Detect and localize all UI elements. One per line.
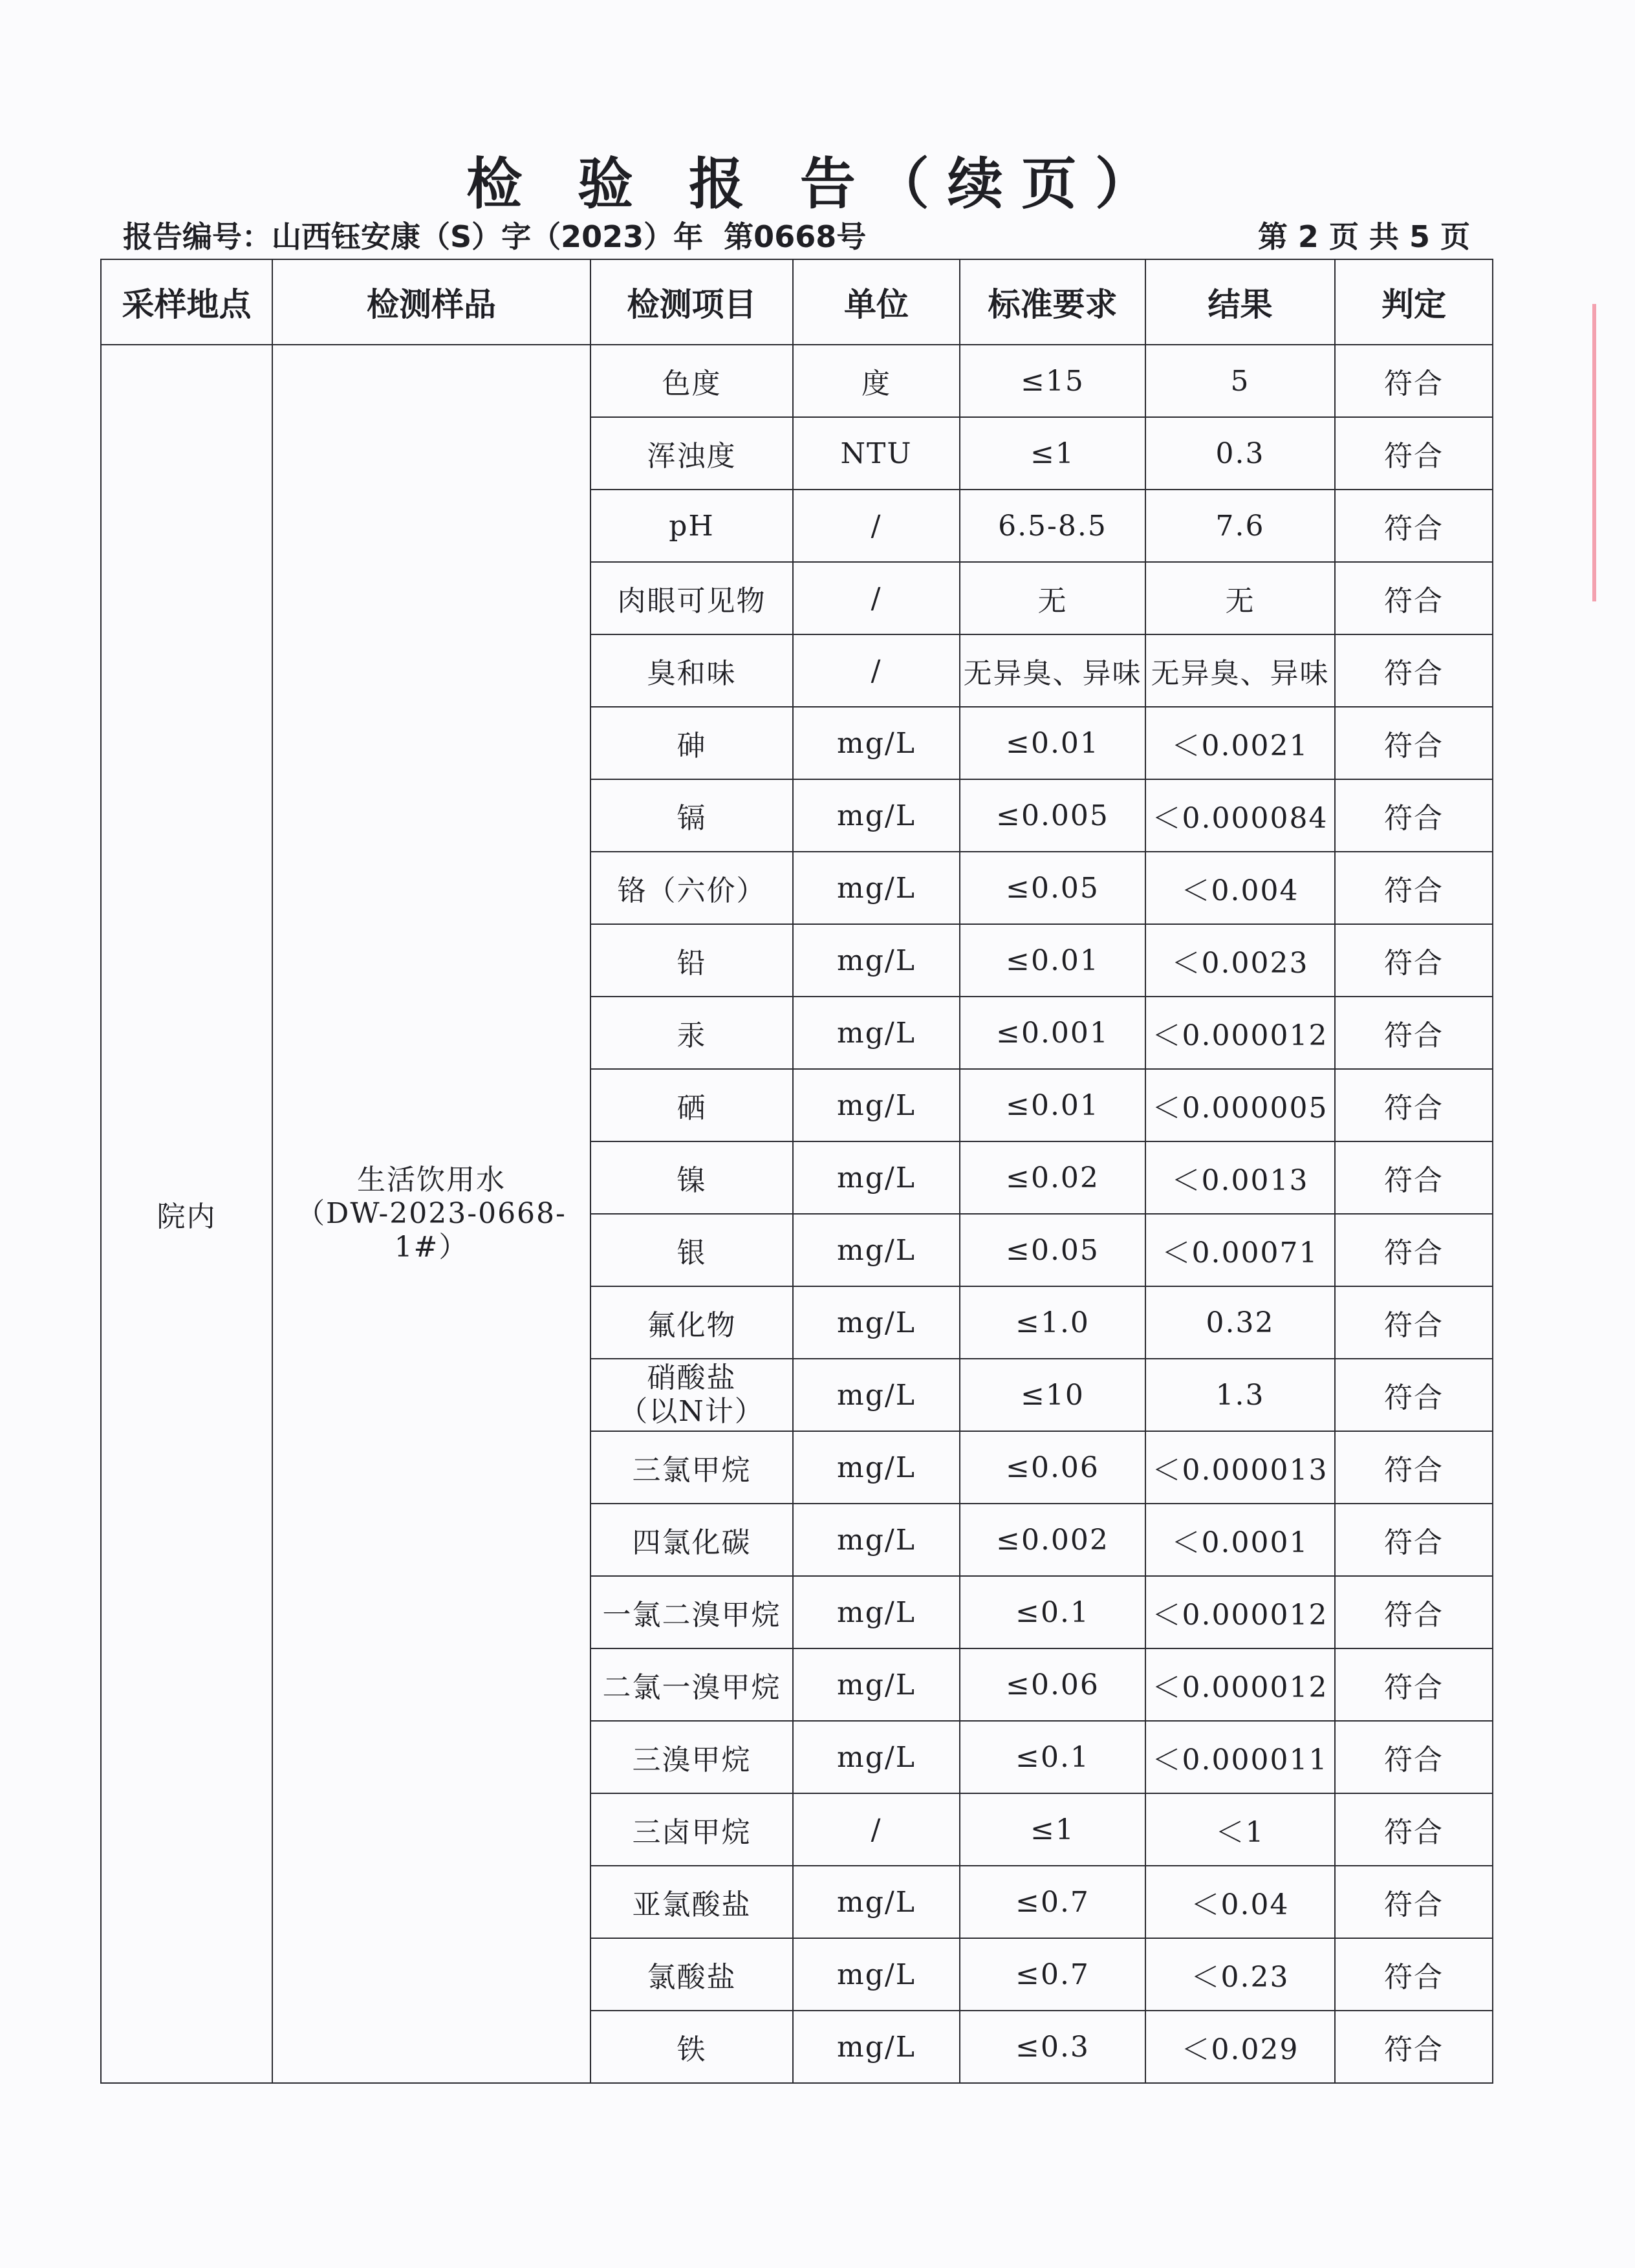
test-item-cell: 氟化物 <box>590 1286 793 1359</box>
standard-cell: ≤1 <box>960 417 1145 490</box>
test-item-cell: 一氯二溴甲烷 <box>590 1576 793 1648</box>
standard-cell: ≤0.05 <box>960 1214 1145 1286</box>
unit-cell: mg/L <box>793 1866 960 1938</box>
test-item-cell: 三氯甲烷 <box>590 1431 793 1504</box>
test-item-cell: 亚氯酸盐 <box>590 1866 793 1938</box>
test-item-cell: pH <box>590 490 793 562</box>
unit-cell: mg/L <box>793 1214 960 1286</box>
unit-cell: mg/L <box>793 779 960 852</box>
standard-cell: ≤0.06 <box>960 1431 1145 1504</box>
standard-cell: ≤10 <box>960 1359 1145 1431</box>
col-header-unit: 单位 <box>793 259 960 345</box>
test-item-cell: 三卤甲烷 <box>590 1793 793 1866</box>
result-cell: 1.3 <box>1145 1359 1335 1431</box>
result-cell: ＜0.000013 <box>1145 1431 1335 1504</box>
test-item-cell: 三溴甲烷 <box>590 1721 793 1793</box>
result-cell: 7.6 <box>1145 490 1335 562</box>
judgement-cell: 符合 <box>1335 417 1493 490</box>
judgement-cell: 符合 <box>1335 1938 1493 2011</box>
result-cell: ＜0.0023 <box>1145 924 1335 997</box>
test-item-cell: 肉眼可见物 <box>590 562 793 634</box>
unit-cell: mg/L <box>793 1504 960 1576</box>
unit-cell: / <box>793 1793 960 1866</box>
standard-cell: ≤0.7 <box>960 1938 1145 2011</box>
unit-cell: mg/L <box>793 707 960 779</box>
unit-cell: mg/L <box>793 852 960 924</box>
sample-name: 生活饮用水 <box>357 1163 506 1196</box>
col-header-location: 采样地点 <box>101 259 272 345</box>
judgement-cell: 符合 <box>1335 924 1493 997</box>
test-item-cell: 浑浊度 <box>590 417 793 490</box>
table-body <box>101 345 1493 2083</box>
test-item-cell: 镉 <box>590 779 793 852</box>
sample-cell <box>272 345 590 2083</box>
result-cell: ＜0.00071 <box>1145 1214 1335 1286</box>
standard-cell: ≤0.3 <box>960 2011 1145 2083</box>
result-cell: ＜0.23 <box>1145 1938 1335 2011</box>
report-number: 报告编号：山西钰安康（S）字（2023）年 第0668号 <box>123 219 867 254</box>
result-cell: 0.32 <box>1145 1286 1335 1359</box>
judgement-cell: 符合 <box>1335 1214 1493 1286</box>
unit-cell: mg/L <box>793 1576 960 1648</box>
page-indicator: 第 2 页 共 5 页 <box>1257 219 1470 254</box>
test-item-name: 硝酸盐 <box>647 1361 737 1394</box>
result-cell: 5 <box>1145 345 1335 417</box>
standard-cell: 无 <box>960 562 1145 634</box>
judgement-cell: 符合 <box>1335 1648 1493 1721</box>
result-cell: ＜0.000012 <box>1145 1576 1335 1648</box>
standard-cell: ≤0.005 <box>960 779 1145 852</box>
unit-cell: mg/L <box>793 997 960 1069</box>
standard-cell: ≤0.7 <box>960 1866 1145 1938</box>
test-item-cell: 铁 <box>590 2011 793 2083</box>
unit-cell: mg/L <box>793 1069 960 1141</box>
result-cell: 0.3 <box>1145 417 1335 490</box>
unit-cell: / <box>793 490 960 562</box>
standard-cell: 无异臭、异味 <box>960 634 1145 707</box>
col-header-result: 结果 <box>1145 259 1335 345</box>
unit-cell: 度 <box>793 345 960 417</box>
test-item-cell: 氯酸盐 <box>590 1938 793 2011</box>
standard-cell: ≤1 <box>960 1793 1145 1866</box>
result-cell: 无异臭、异味 <box>1145 634 1335 707</box>
result-cell: ＜0.000011 <box>1145 1721 1335 1793</box>
unit-cell: mg/L <box>793 1721 960 1793</box>
standard-cell: 6.5-8.5 <box>960 490 1145 562</box>
judgement-cell: 符合 <box>1335 1069 1493 1141</box>
standard-cell: ≤0.06 <box>960 1648 1145 1721</box>
judgement-cell: 符合 <box>1335 852 1493 924</box>
result-cell: ＜0.000012 <box>1145 997 1335 1069</box>
result-cell: ＜1 <box>1145 1793 1335 1866</box>
result-cell: ＜0.0001 <box>1145 1504 1335 1576</box>
result-cell: ＜0.029 <box>1145 2011 1335 2083</box>
table-header-row <box>101 259 1493 345</box>
judgement-cell: 符合 <box>1335 1504 1493 1576</box>
results-table <box>100 259 1493 2084</box>
standard-cell: ≤0.05 <box>960 852 1145 924</box>
judgement-cell: 符合 <box>1335 1721 1493 1793</box>
judgement-cell: 符合 <box>1335 2011 1493 2083</box>
judgement-cell: 符合 <box>1335 490 1493 562</box>
result-cell: 无 <box>1145 562 1335 634</box>
judgement-cell: 符合 <box>1335 1286 1493 1359</box>
judgement-cell: 符合 <box>1335 634 1493 707</box>
standard-cell: ≤0.01 <box>960 1069 1145 1141</box>
seal-stamp-edge <box>1592 304 1635 601</box>
judgement-cell: 符合 <box>1335 1576 1493 1648</box>
standard-cell: ≤0.1 <box>960 1721 1145 1793</box>
col-header-item: 检测项目 <box>590 259 793 345</box>
sample-code: （DW-2023-0668-1#） <box>296 1197 567 1264</box>
test-item-cell: 臭和味 <box>590 634 793 707</box>
test-item-cell <box>590 1359 793 1431</box>
test-item-note: （以N计） <box>619 1395 764 1428</box>
judgement-cell: 符合 <box>1335 1141 1493 1214</box>
result-cell: ＜0.004 <box>1145 852 1335 924</box>
judgement-cell: 符合 <box>1335 1359 1493 1431</box>
unit-cell: / <box>793 562 960 634</box>
judgement-cell: 符合 <box>1335 562 1493 634</box>
test-item-cell: 硒 <box>590 1069 793 1141</box>
test-item-cell: 砷 <box>590 707 793 779</box>
test-item-cell: 铅 <box>590 924 793 997</box>
test-item-cell: 银 <box>590 1214 793 1286</box>
unit-cell: mg/L <box>793 924 960 997</box>
judgement-cell: 符合 <box>1335 707 1493 779</box>
result-cell: ＜0.000005 <box>1145 1069 1335 1141</box>
unit-cell: mg/L <box>793 1141 960 1214</box>
test-item-cell: 镍 <box>590 1141 793 1214</box>
judgement-cell: 符合 <box>1335 1431 1493 1504</box>
standard-cell: ≤0.002 <box>960 1504 1145 1576</box>
unit-cell: NTU <box>793 417 960 490</box>
result-cell: ＜0.000084 <box>1145 779 1335 852</box>
unit-cell: mg/L <box>793 1938 960 2011</box>
col-header-sample: 检测样品 <box>272 259 590 345</box>
test-item-cell: 铬（六价） <box>590 852 793 924</box>
col-header-standard: 标准要求 <box>960 259 1145 345</box>
standard-cell: ≤15 <box>960 345 1145 417</box>
result-cell: ＜0.0013 <box>1145 1141 1335 1214</box>
standard-cell: ≤1.0 <box>960 1286 1145 1359</box>
test-item-cell: 汞 <box>590 997 793 1069</box>
unit-cell: mg/L <box>793 1431 960 1504</box>
unit-cell: / <box>793 634 960 707</box>
unit-cell: mg/L <box>793 1286 960 1359</box>
result-cell: ＜0.000012 <box>1145 1648 1335 1721</box>
standard-cell: ≤0.02 <box>960 1141 1145 1214</box>
report-title: 检 验 报 告（续页） <box>466 152 1169 217</box>
sampling-location-cell: 院内 <box>101 345 272 2083</box>
judgement-cell: 符合 <box>1335 1793 1493 1866</box>
judgement-cell: 符合 <box>1335 997 1493 1069</box>
unit-cell: mg/L <box>793 2011 960 2083</box>
standard-cell: ≤0.1 <box>960 1576 1145 1648</box>
col-header-judgement: 判定 <box>1335 259 1493 345</box>
test-item-cell: 色度 <box>590 345 793 417</box>
result-cell: ＜0.0021 <box>1145 707 1335 779</box>
standard-cell: ≤0.001 <box>960 997 1145 1069</box>
unit-cell: mg/L <box>793 1359 960 1431</box>
judgement-cell: 符合 <box>1335 1866 1493 1938</box>
standard-cell: ≤0.01 <box>960 924 1145 997</box>
unit-cell: mg/L <box>793 1648 960 1721</box>
result-cell: ＜0.04 <box>1145 1866 1335 1938</box>
test-item-cell: 四氯化碳 <box>590 1504 793 1576</box>
test-item-cell: 二氯一溴甲烷 <box>590 1648 793 1721</box>
judgement-cell: 符合 <box>1335 345 1493 417</box>
standard-cell: ≤0.01 <box>960 707 1145 779</box>
table-row <box>101 345 1493 417</box>
judgement-cell: 符合 <box>1335 779 1493 852</box>
